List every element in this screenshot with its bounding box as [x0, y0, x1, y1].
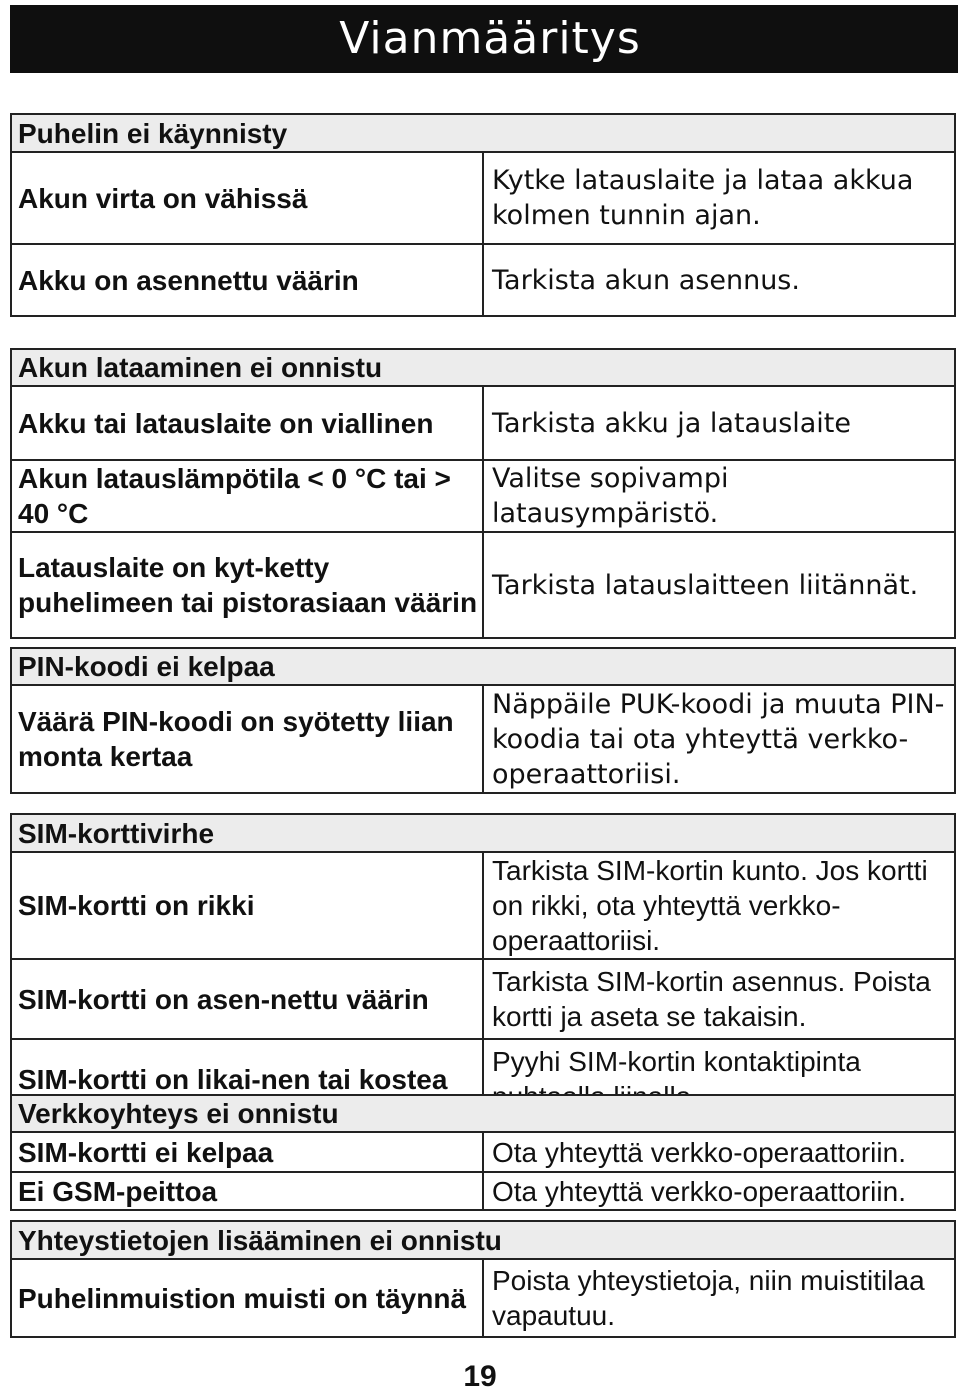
- cause-cell: Väärä PIN-koodi on syötetty liian monta kertaa: [11, 685, 483, 793]
- solution-cell: Ota yhteyttä verkko-operaattoriin.: [483, 1132, 955, 1172]
- solution-cell: Poista yhteystietoja, niin muistitilaa vapautuu.: [483, 1259, 955, 1337]
- cause-cell: Akun latauslämpötila < 0 °C tai > 40 °C: [11, 460, 483, 532]
- section-heading: Verkkoyhteys ei onnistu: [11, 1095, 955, 1132]
- cause-cell: SIM-kortti ei kelpaa: [11, 1132, 483, 1172]
- section-pin-code: [10, 647, 956, 794]
- section-heading: SIM-korttivirhe: [11, 814, 955, 852]
- cause-cell: SIM-kortti on rikki: [11, 852, 483, 959]
- title-bar: [10, 5, 958, 73]
- cause-cell: Ei GSM-peittoa: [11, 1172, 483, 1210]
- cause-cell: Akku on asennettu väärin: [11, 244, 483, 316]
- cause-cell: SIM-kortti on asen-nettu väärin: [11, 959, 483, 1039]
- section-heading: PIN-koodi ei kelpaa: [11, 648, 955, 685]
- section-battery-charging: [10, 348, 956, 639]
- solution-cell: Tarkista akun asennus.: [483, 244, 955, 316]
- section-network-connection: [10, 1094, 956, 1211]
- solution-cell: Tarkista SIM-kortin asennus. Poista kortti ja aseta se takaisin.: [483, 959, 955, 1039]
- solution-cell: Ota yhteyttä verkko-operaattoriin.: [483, 1172, 955, 1210]
- cause-cell: Latauslaite on kyt-ketty puhelimeen tai pistorasiaan väärin: [11, 532, 483, 638]
- solution-cell: Tarkista akku ja latauslaite: [483, 386, 955, 460]
- section-heading: Puhelin ei käynnisty: [11, 114, 955, 152]
- section-contacts: [10, 1220, 956, 1338]
- section-sim-error: [10, 813, 956, 1120]
- solution-cell: Kytke latauslaite ja lataa akkua kolmen tunnin ajan.: [483, 152, 955, 244]
- solution-cell: Tarkista SIM-kortin kunto. Jos kortti on rikki, ota yhteyttä verkko-operaattoriisi.: [483, 852, 955, 959]
- cause-cell: SIM-kortti on likai-nen tai kostea: [11, 1039, 483, 1119]
- section-heading: Yhteystietojen lisääminen ei onnistu: [11, 1221, 955, 1259]
- section-phone-not-starting: [10, 113, 956, 317]
- solution-cell: Tarkista latauslaitteen liitännät.: [483, 532, 955, 638]
- page-title: Vianmääritys: [339, 13, 641, 64]
- cause-cell: Akku tai latauslaite on viallinen: [11, 386, 483, 460]
- solution-cell: Näppäile PUK-koodi ja muuta PIN-koodia tai ota yhteyttä verkko-operaattoriisi.: [483, 685, 955, 793]
- page-number: 19: [463, 1360, 497, 1393]
- solution-cell: Valitse sopivampi latausympäristö.: [483, 460, 955, 532]
- cause-cell: Puhelinmuistion muisti on täynnä: [11, 1259, 483, 1337]
- solution-cell: Pyyhi SIM-kortin kontaktipinta: [483, 1039, 955, 1119]
- section-heading: Akun lataaminen ei onnistu: [11, 349, 955, 386]
- cause-cell: Akun virta on vähissä: [11, 152, 483, 244]
